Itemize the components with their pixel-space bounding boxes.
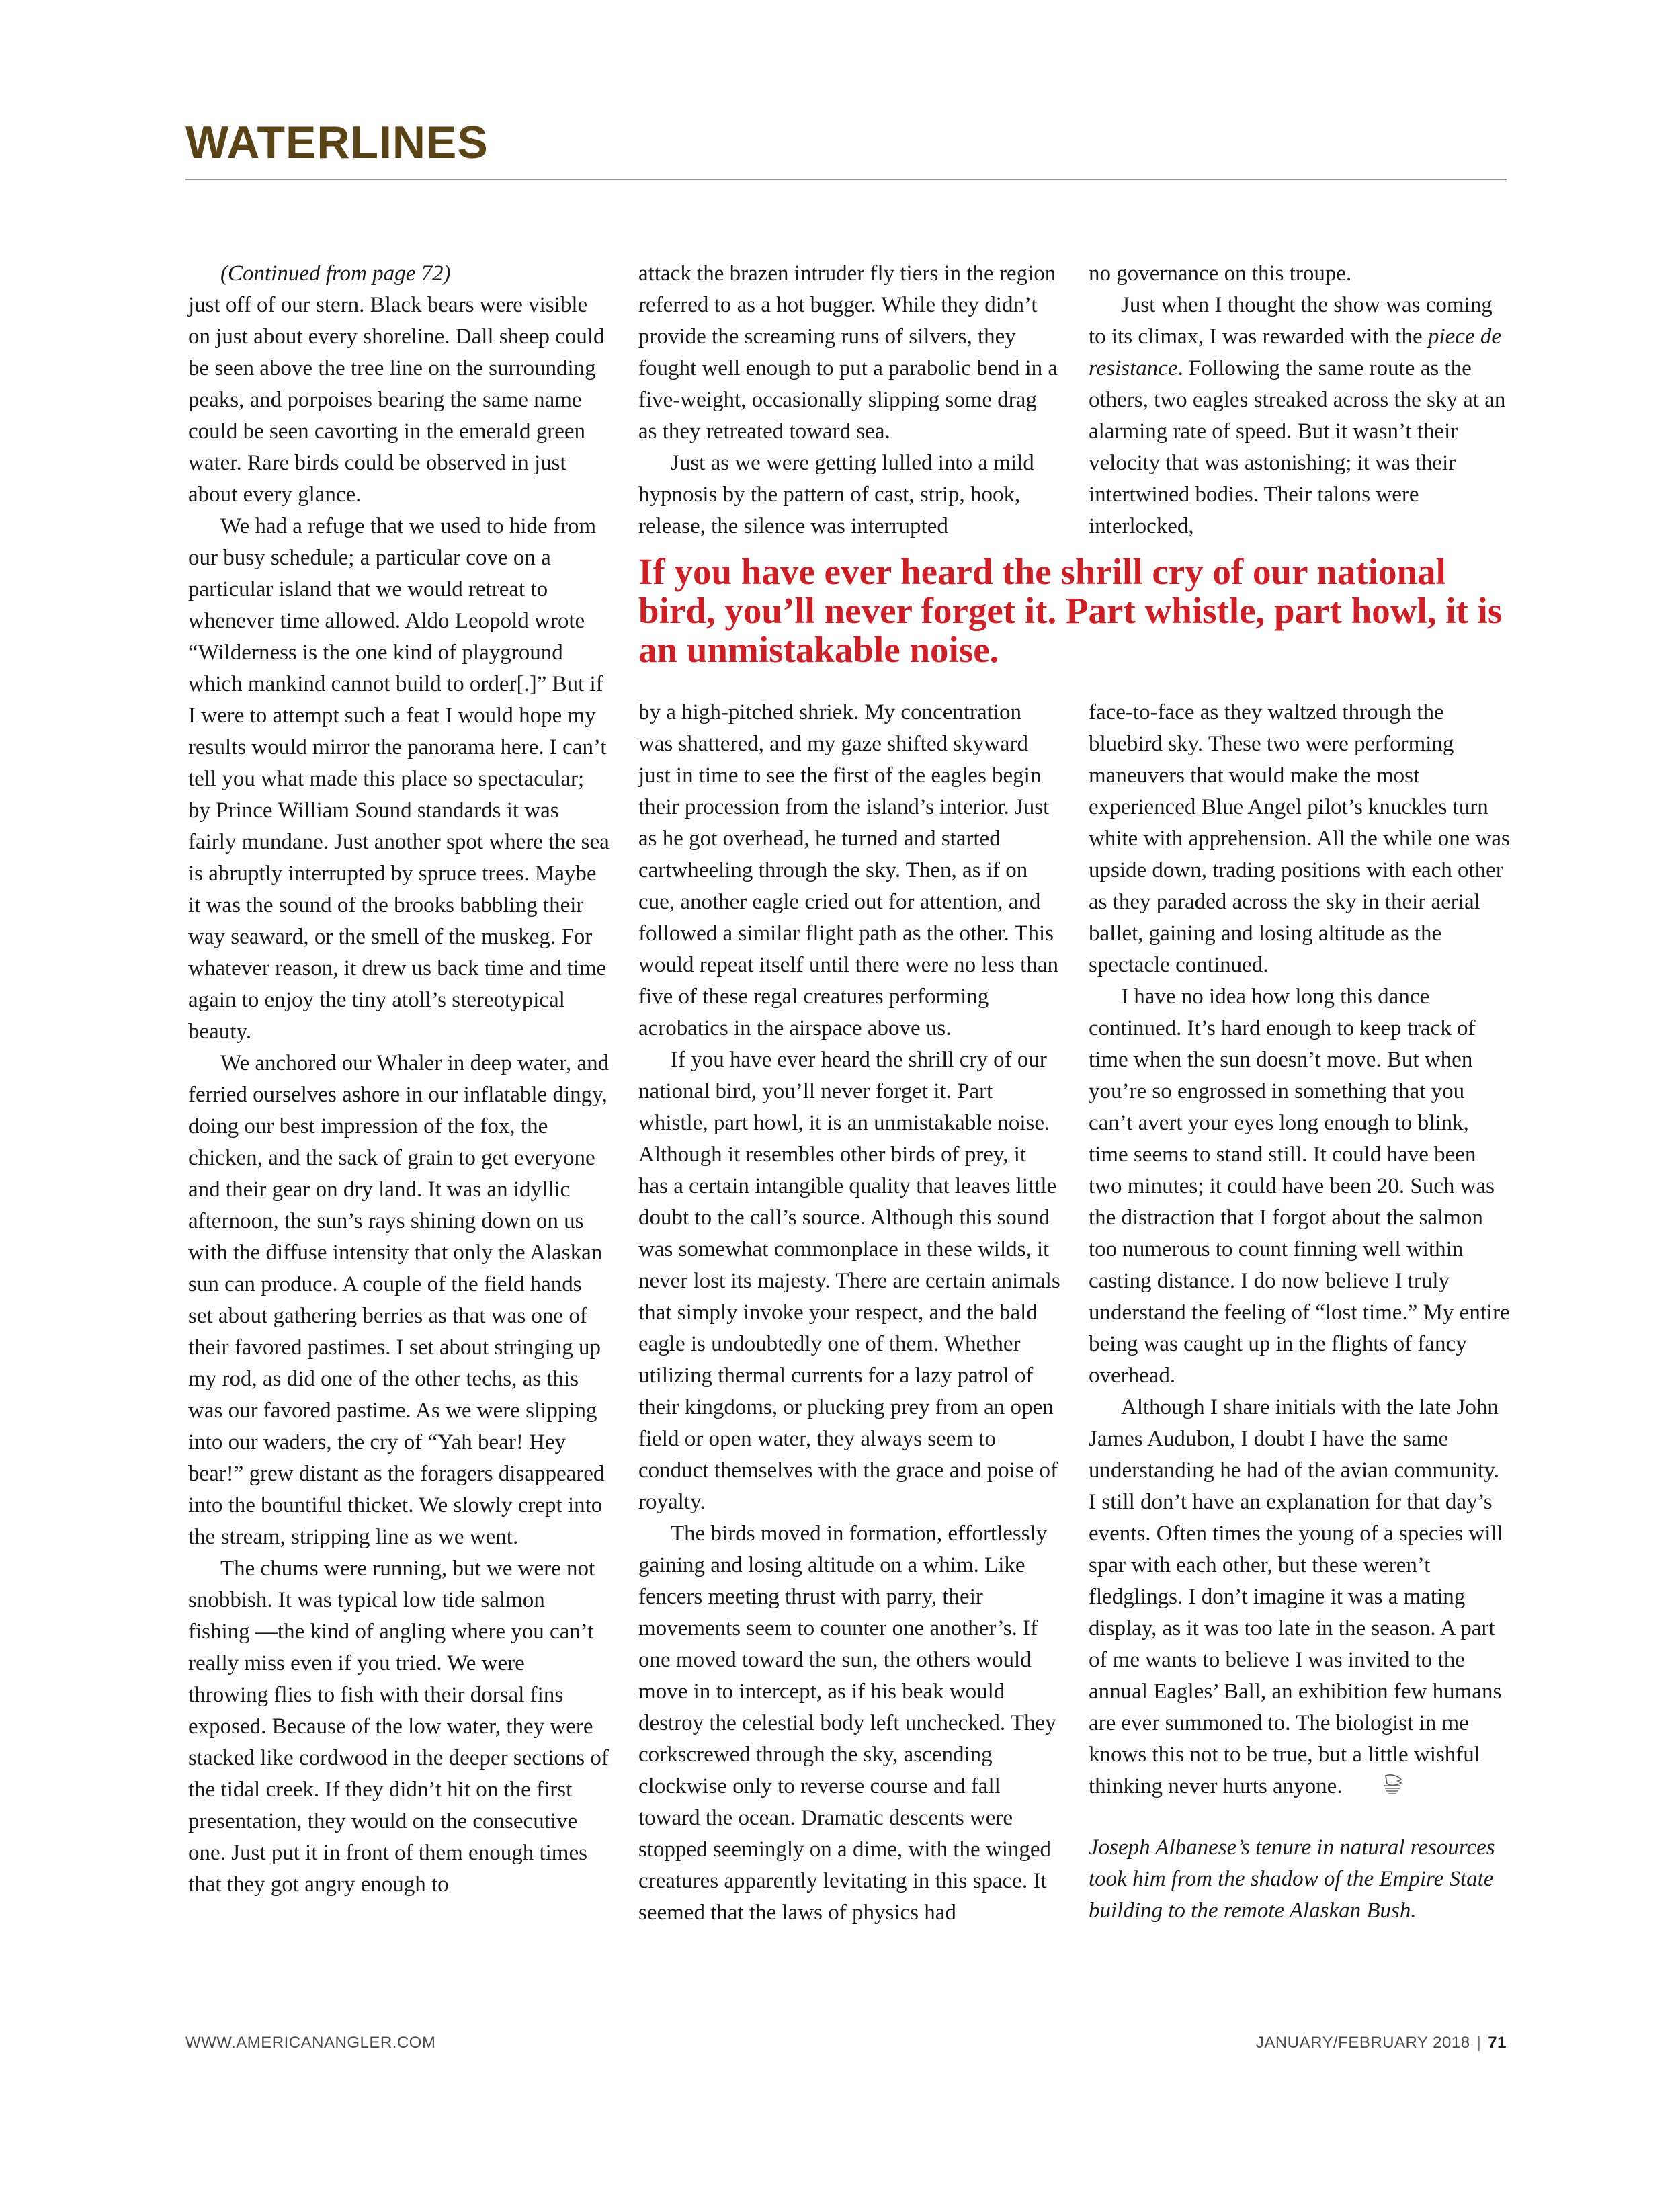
article-paragraph: If you have ever heard the shrill cry of our national bird, you’ll never forget it. Part whistle, part howl, it is an unmistakable noise. Although it resembles other birds of prey, it has a certain intangible quality that leaves little doubt to the call’s source. Although this sound was somewhat commonplace in these wilds, it never lost its majesty. There are certain animals that simply invoke your respect, and the bald eagle is undoubtedly one of them. Whether utilizing thermal currents for a lazy patrol of their kingdoms, or plucking prey from an open field or open water, they always seem to conduct themselves with the grace and poise of royalty. xyxy=(638,1048,1060,1514)
author-bio: Joseph Albanese’s tenure in natural resources took him from the shadow of the Empire State building to the remote Alaskan Bush. xyxy=(1089,1835,1495,1923)
footer-separator: | xyxy=(1476,2034,1482,2052)
continued-note: (Continued from page 72) xyxy=(220,261,451,286)
header-rule xyxy=(185,179,1507,180)
article-paragraph: no governance on this troupe. xyxy=(1089,261,1352,286)
footer-issue: JANUARY/FEBRUARY 2018 xyxy=(1255,2034,1470,2052)
footer-issue-info xyxy=(1256,2034,1507,2052)
footer-website: WWW.AMERICANANGLER.COM xyxy=(185,2034,436,2052)
article-column-2-bottom xyxy=(638,697,1060,1929)
article-paragraph: attack the brazen intruder fly tiers in the region referred to as a hot bugger. While they didn’t provide the screaming runs of silvers, they fought well enough to put a parabolic bend in a five-weight, occasionally slipping some drag as they retreated toward sea. xyxy=(638,261,1058,444)
fish-logo-icon xyxy=(1349,1773,1372,1797)
article-paragraph: We anchored our Whaler in deep water, and ferried ourselves ashore in our inflatable dingy, doing our best impression of the fox, the chicken, and the sack of grain to get everyone and their gear on dry land. It was an idyllic afternoon, the sun’s rays shining down on us with the diffuse intensity that only the Alaskan sun can produce. A couple of the field hands set about gathering berries as that was one of their favored pastimes. I set about stringing up my rod, as did one of the other techs, as this was our favored pastime. As we were slipping into our waders, the cry of “Yah bear! Hey bear!” grew distant as the foragers disappeared into the bountiful thicket. We slowly crept into the stream, stripping line as we went. xyxy=(188,1051,610,1549)
section-title: WATERLINES xyxy=(185,117,489,168)
article-column-3-top xyxy=(1089,258,1511,542)
article-paragraph: I have no idea how long this dance continued. It’s hard enough to keep track of time when the sun doesn’t move. But when you’re so engrossed in something that you can’t avert your eyes long enough to blink, time seems to stand still. It could have been two minutes; it could have been 20. Such was the distraction that I forgot about the salmon too numerous to count finning well within casting distance. I do now believe I truly understand the feeling of “lost time.” My entire being was caught up in the flights of fancy overhead. xyxy=(1089,985,1510,1388)
article-paragraph: Just when I thought the show was coming to its climax, I was rewarded with the piece de resistance. Following the same route as the others, two eagles streaked across the sky at an alarming rate of speed. But it wasn’t their velocity that was astonishing; it was their intertwined bodies. Their talons were interlocked, xyxy=(1089,293,1506,538)
article-paragraph: Although I share initials with the late John James Audubon, I doubt I have the same understanding he had of the avian community. I still don’t have an explanation for that day’s events. Often times the young of a species will spar with each other, but these weren’t fledglings. I don’t imagine it was a mating display, as it was too late in the season. A part of me wants to believe I was invited to the annual Eagles’ Ball, an exhibition few humans are ever summoned to. The biologist in me knows this not to be true, but a little wishful thinking never hurts anyone. xyxy=(1089,1395,1503,1798)
article-paragraph: face-to-face as they waltzed through the bluebird sky. These two were performing maneuvers that would make the most experienced Blue Angel pilot’s knuckles turn white with apprehension. All the while one was upside down, trading positions with each other as they paraded across the sky in their aerial ballet, gaining and losing altitude as the spectacle continued. xyxy=(1089,700,1510,977)
article-column-1 xyxy=(188,258,610,1901)
article-paragraph: just off of our stern. Black bears were visible on just about every shoreline. Dall sheep could be seen above the tree line on the surrounding peaks, and porpoises bearing the same name could be seen cavorting in the emerald green water. Rare birds could be observed in just about every glance. xyxy=(188,293,605,507)
article-paragraph: The birds moved in formation, effortlessly gaining and losing altitude on a whim. Like fencers meeting thrust with parry, their movements seem to counter one another’s. If one moved toward the sun, the others would move in to intercept, as if his beak would destroy the celestial body left unchecked. They corkscrewed through the sky, ascending clockwise only to reverse course and fall toward the ocean. Dramatic descents were stopped seemingly on a dime, with the winged creatures apparently levitating in this space. It seemed that the laws of physics had xyxy=(638,1522,1056,1925)
article-paragraph: The chums were running, but we were not snobbish. It was typical low tide salmon fishing —the kind of angling where you can’t really miss even if you tried. We were throwing flies to fish with their dorsal fins exposed. Because of the low water, they were stacked like cordwood in the deeper sections of the tidal creek. If they didn’t hit on the first presentation, they would on the consecutive one. Just put it in front of them enough times that they got angry enough to xyxy=(188,1556,609,1897)
page-number: 71 xyxy=(1488,2034,1507,2052)
pull-quote: If you have ever heard the shrill cry of our national bird, you’ll never forget it. Part whistle, part howl, it is an unmistakable noise. xyxy=(638,551,1503,670)
article-column-3-bottom xyxy=(1089,697,1511,1927)
article-column-2-top xyxy=(638,258,1060,542)
article-paragraph: Just as we were getting lulled into a mild hypnosis by the pattern of cast, strip, hook, release, the silence was interrupted xyxy=(638,451,1034,538)
article-paragraph: by a high-pitched shriek. My concentration was shattered, and my gaze shifted skyward just in time to see the first of the eagles begin their procession from the island’s interior. Just as he got overhead, he turned and started cartwheeling through the sky. Then, as if on cue, another eagle cried out for attention, and followed a similar flight path as the other. This would repeat itself until there were no less than five of these regal creatures performing acrobatics in the airspace above us. xyxy=(638,700,1058,1040)
emphasis-text: piece de resistance xyxy=(1089,325,1501,380)
article-paragraph: We had a refuge that we used to hide from our busy schedule; a particular cove on a particular island that we would retreat to whenever time allowed. Aldo Leopold wrote “Wilderness is the one kind of playground which mankind cannot build to order[.]” But if I were to attempt such a feat I would hope my results would mirror the panorama here. I can’t tell you what made this place so spectacular; by Prince William Sound standards it was fairly mundane. Just another spot where the sea is abruptly interrupted by spruce trees. Maybe it was the sound of the brooks babbling their way seaward, or the smell of the muskeg. For whatever reason, it drew us back time and time again to enjoy the tiny atoll’s stereotypical beauty. xyxy=(188,514,610,1044)
